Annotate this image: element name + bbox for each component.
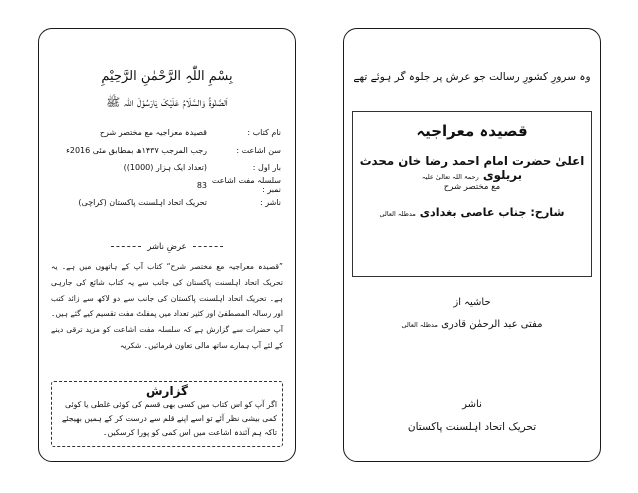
meta-label: ناشر : [259,198,281,208]
annotator-line [352,319,592,330]
divider [193,246,223,247]
commentator-name: شارح: جناب عاصی بغدادی [419,206,565,219]
divider [111,246,141,247]
book-title: قصیدہ معراجیہ [416,122,528,140]
annotator-honorific: مدظلہ العالی [401,321,438,329]
meta-row-publication-year [53,142,281,160]
meta-label: سن اشاعت : [236,145,281,155]
meta-row-publisher [53,194,281,212]
meta-row-book-name [53,124,281,142]
hashiya-label: حاشیہ از [453,297,491,308]
meta-value: قصیدہ معراجیہ مع مختصر شرح [99,128,207,138]
guzarish-body: اگر آپ کو اس کتاب میں کسی بھی قسم کی کوئی غلطی یا کوئی کمی بیشی نظر آئے تو اسے اپنے قلم سے درست کر کے ہمیں بھیجئے تاکہ ہم آئندہ اشاعت میں اس کمی کو پورا کرسکیں۔ [61,400,277,437]
author-line [357,154,587,182]
author-name: اعلیٰ حضرت امام احمد رضا خان محدث بریلوی [359,154,585,182]
arz-nashir-label: عرضِ ناشر [147,242,187,252]
meta-value: (تعداد ایک ہزار (1000)) [123,163,207,173]
meta-value: تحریک اتحاد اہلسنت پاکستان (کراچی) [78,198,207,208]
meta-value: 83 [196,180,207,190]
meta-row-edition [53,159,281,177]
meta-label: نام کتاب : [247,128,281,138]
publisher-name: تحریک اتحاد اہلسنت پاکستان [407,421,537,433]
left-page [38,28,296,462]
ma-sharh-text: مع مختصر شرح [443,182,501,192]
meta-label: بار اول : [252,163,281,173]
guzarish-box [51,381,283,447]
meta-row-series-number [53,177,281,195]
bismillah-text: بِسْمِ اللّٰہِ الرَّحْمٰنِ الرَّحِیْمِ [101,69,233,84]
commentator-honorific: مدظلہ العالی [379,210,416,218]
verse-line: وہ سرورِ کشورِ رسالت جو عرش پر جلوہ گر ہوئے تھے [353,71,591,83]
publisher-label: ناشر [462,399,482,410]
author-honorific: رحمۃ اللہ تعالیٰ علیہ [421,173,479,181]
arz-nashir-body: ”قصیدہ معراجیہ مع مختصر شرح“ کتاب آپ کے ہاتھوں میں ہے۔ یہ تحریک اتحاد اہلسنت پاکستان کی جانب سے یہ کتاب شائع کی جارہی ہے۔ تحریک اتحاد اہلسنت پاکستان کی جانب سے دو لاکھ سے زائد کتب اور رسالہ المصطفیٰ اور کثیر تعداد میں پمفلٹ مفت تقسیم کیے گئے ہیں۔ آپ حضرات سے گزارش ہے کہ سلسلہ مفت اشاعت کو مزید ترقی دینے کے لئے آپ ہمارے ساتھ مالی تعاون فرمائیں۔ شکریہ [51,262,283,350]
arz-nashir-heading [49,242,285,252]
meta-value: رجب المرجب ۱۴۳۷ھ بمطابق مئی 2016ء [66,145,207,155]
commentator-line [357,206,587,219]
annotator-name: مفتی عبد الرحمٰن قادری [441,319,543,330]
right-page [343,28,601,462]
title-box [352,111,592,277]
meta-label: سلسلہ مفت اشاعت نمبر : [211,176,281,195]
publication-details [53,124,281,212]
salawat-text: اَلصَّلٰوۃُ وَالسَّلَامُ عَلَیْکَ یَارَسُوْلَ اللّٰہ ﷺ [106,95,228,109]
guzarish-title: گزارش [145,384,189,398]
